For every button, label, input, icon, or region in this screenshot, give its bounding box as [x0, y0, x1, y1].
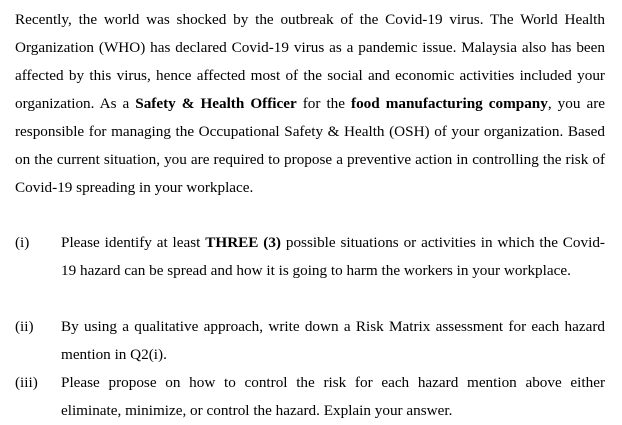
question-text: Please propose on how to control the risk for each hazard mention above either eliminate, minimize, or control the hazard. Explain your answer. — [61, 374, 605, 419]
role-emphasis: Safety & Health Officer — [135, 95, 297, 112]
question-text-before: Please identify at least — [61, 234, 206, 251]
question-text: By using a qualitative approach, write down a Risk Matrix assessment for each hazard mention in Q2(i). — [61, 318, 605, 363]
scenario-paragraph — [15, 6, 605, 202]
question-emphasis: THREE (3) — [205, 234, 281, 251]
intro-text-1: Recently, the world was shocked by the outbreak of the Covid-19 virus. The World Health Organization (WHO) has declared Covid-19 virus as a pandemic issue. Malaysia also has been affected by this virus, hence affected most of the social and economic activities included your organization. As a — [15, 11, 605, 112]
question-number: (ii) — [15, 318, 34, 335]
question-text — [61, 229, 605, 285]
intro-text-3: , you are responsible for managing the Occupational Safety & Health (OSH) of your organization. Based on the current situation, you are required to propose a preventive action in controlling the risk of Covid-19 spreading in your workplace. — [15, 95, 605, 196]
question-text-after: possible situations or activities in which the Covid-19 hazard can be spread and how it is going to harm the workers in your workplace. — [61, 234, 605, 279]
company-emphasis: food manufacturing company — [351, 95, 548, 112]
intro-text-2: for the — [296, 95, 352, 112]
question-number: (iii) — [15, 374, 38, 391]
question-number: (i) — [15, 234, 30, 251]
